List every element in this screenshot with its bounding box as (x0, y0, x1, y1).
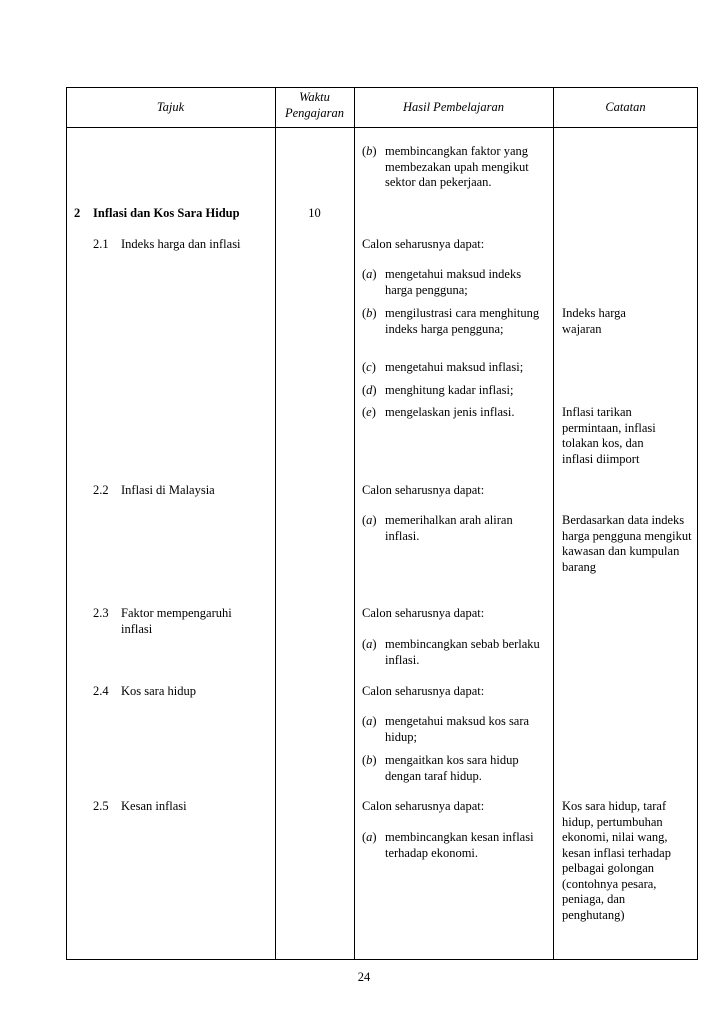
outcome-label: (b) (362, 144, 377, 158)
learning-outcome (362, 830, 547, 861)
subtopic-2-2 (93, 483, 273, 499)
subtopic-number: 2.1 (93, 237, 109, 251)
outcome-label: (b) (362, 753, 377, 767)
topic-hours: 10 (308, 206, 321, 220)
note-indeks-harga: Indeks harga wajaran (562, 306, 626, 336)
learning-outcome (362, 513, 547, 544)
subtopic-title: Faktor mempengaruhi inflasi (121, 606, 232, 636)
subtopic-number: 2.3 (93, 606, 109, 620)
subtopic-2-4 (93, 684, 273, 700)
learning-outcome (362, 306, 547, 337)
subtopic-title: Kesan inflasi (121, 799, 187, 813)
outcome-label: (c) (362, 360, 376, 374)
note-jenis-inflasi: Inflasi tarikan permintaan, inflasi tolakan kos, dan inflasi diimport (562, 405, 656, 466)
header-tajuk: Tajuk (156, 100, 185, 114)
outcome-intro: Calon seharusnya dapat: (362, 684, 485, 698)
outcome-label: (a) (362, 714, 377, 728)
outcome-label: (d) (362, 383, 377, 397)
outcome-text: mengaitkan kos sara hidup dengan taraf hidup. (385, 753, 519, 783)
outcome-text: membincangkan sebab berlaku inflasi. (385, 637, 540, 667)
outcome-label: (a) (362, 637, 377, 651)
subtopic-number: 2.2 (93, 483, 109, 497)
outcome-label: (b) (362, 306, 377, 320)
outcome-text: mengetahui maksud indeks harga pengguna; (385, 267, 522, 297)
header-waktu (275, 89, 354, 121)
learning-outcome (362, 267, 547, 298)
outcome-text: mengetahui maksud inflasi; (385, 360, 524, 374)
header-waktu-line1: Waktu (299, 90, 330, 104)
learning-outcome (362, 405, 547, 421)
outcome-text: membincangkan kesan inflasi terhadap ekonomi. (385, 830, 534, 860)
outcome-text: memerihalkan arah aliran inflasi. (385, 513, 513, 543)
learning-outcome (362, 383, 547, 399)
outcome-label: (a) (362, 513, 377, 527)
subtopic-title: Inflasi di Malaysia (121, 483, 215, 497)
subtopic-number: 2.5 (93, 799, 109, 813)
subtopic-2-5 (93, 799, 273, 815)
subtopic-title: Indeks harga dan inflasi (121, 237, 241, 251)
outcome-intro: Calon seharusnya dapat: (362, 799, 485, 813)
outcome-text: mengelaskan jenis inflasi. (385, 405, 515, 419)
learning-outcome (362, 753, 547, 784)
outcome-text: membincangkan faktor yang membezakan upah mengikut sektor dan pekerjaan. (385, 144, 529, 189)
outcome-intro: Calon seharusnya dapat: (362, 483, 485, 497)
outcome-intro: Calon seharusnya dapat: (362, 237, 485, 251)
outcome-intro: Calon seharusnya dapat: (362, 606, 485, 620)
subtopic-number: 2.4 (93, 684, 109, 698)
outcome-text: mengilustrasi cara menghitung indeks harga pengguna; (385, 306, 540, 336)
outcome-label: (a) (362, 830, 377, 844)
outcome-text: mengetahui maksud kos sara hidup; (385, 714, 530, 744)
subtopic-title: Kos sara hidup (121, 684, 196, 698)
outcome-text: menghitung kadar inflasi; (385, 383, 514, 397)
header-catatan: Catatan (605, 100, 646, 114)
topic-title: Inflasi dan Kos Sara Hidup (93, 206, 240, 220)
outcome-label: (e) (362, 405, 376, 419)
note-kesan-inflasi: Kos sara hidup, taraf hidup, pertumbuhan ekonomi, nilai wang, kesan inflasi terhadap pelbagai golongan (contohnya pesara, peniaga, dan penghutang) (562, 799, 671, 922)
learning-outcome (362, 360, 547, 376)
topic-number: 2 (74, 206, 81, 220)
learning-outcome (362, 714, 547, 745)
note-data-indeks: Berdasarkan data indeks harga pengguna mengikut kawasan dan kumpulan barang (562, 513, 692, 574)
outcome-label: (a) (362, 267, 377, 281)
column-divider (553, 87, 554, 960)
column-divider (354, 87, 355, 960)
subtopic-2-3 (93, 606, 253, 637)
page-number: 24 (357, 970, 371, 984)
subtopic-2-1 (93, 237, 273, 253)
learning-outcome (362, 144, 547, 191)
header-divider (66, 127, 698, 128)
learning-outcome (362, 637, 547, 668)
header-waktu-line2: Pengajaran (284, 106, 345, 120)
header-hasil: Hasil Pembelajaran (402, 100, 505, 114)
